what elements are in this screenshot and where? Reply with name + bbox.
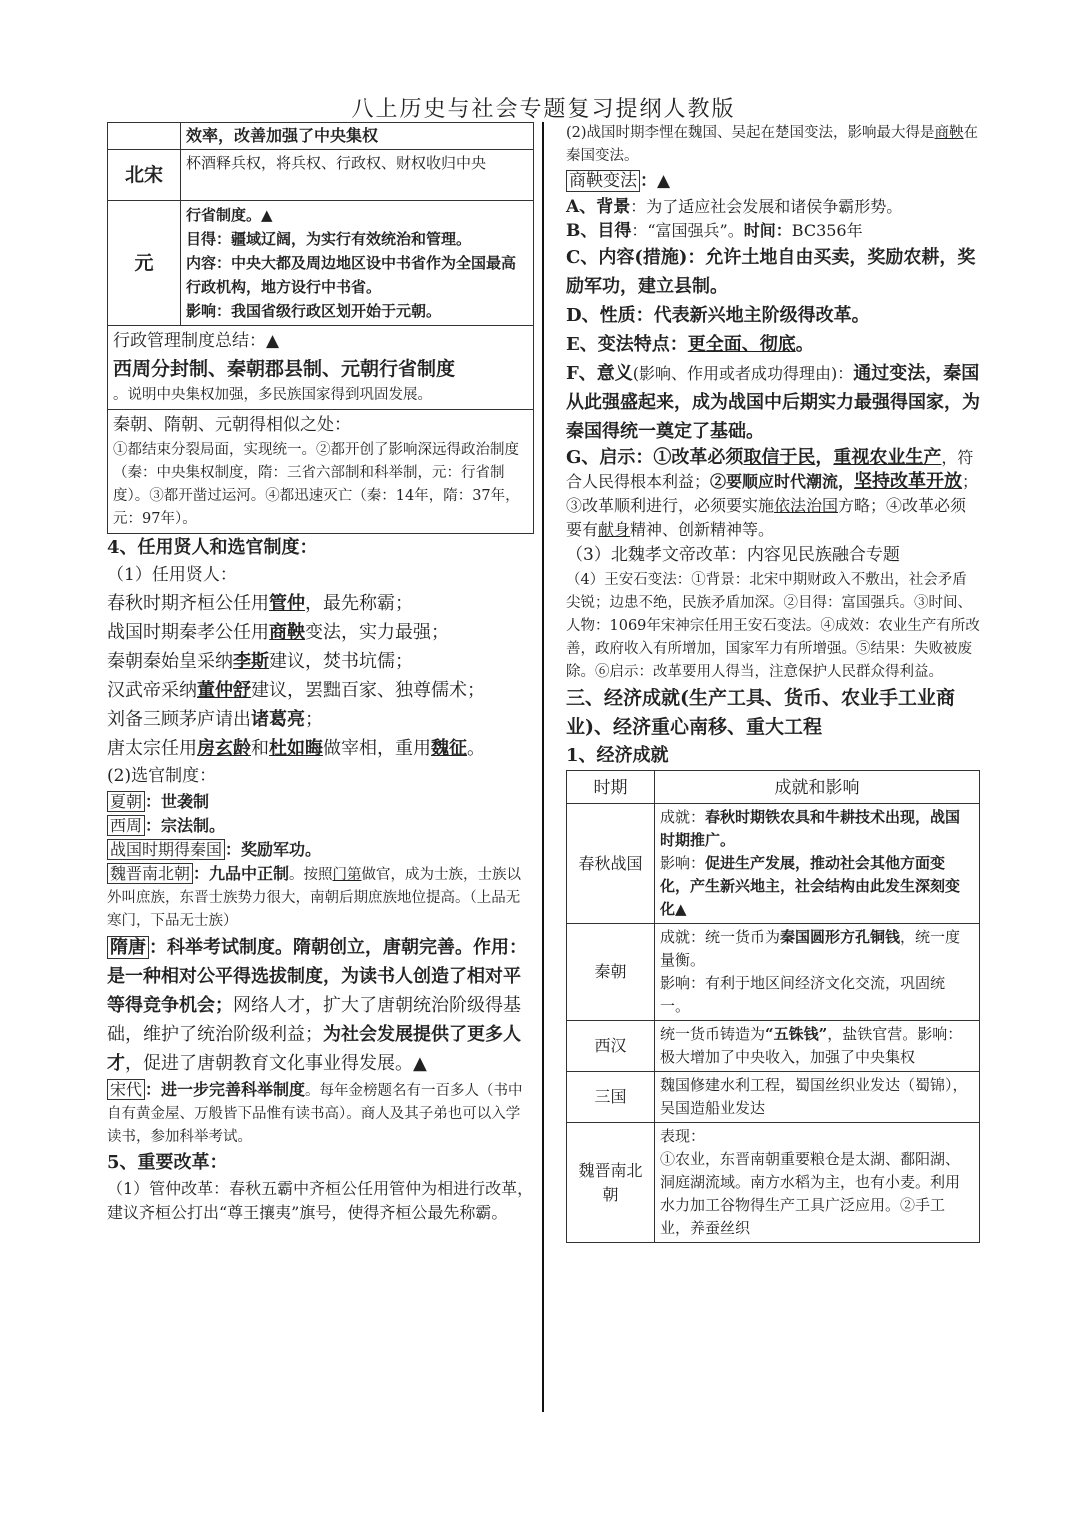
table-row — [108, 326, 534, 410]
period-cell: 魏晋南北朝 — [567, 1123, 655, 1243]
text: G、启示：①改革必须 — [566, 447, 744, 468]
text: 。 — [467, 738, 485, 759]
paragraph: （4）王安石变法：①背景：北宋中期财政入不敷出，社会矛盾尖锐；边患不绝，民族矛盾加深。②目得：富国强兵。③时间、人物：1069年宋神宗任用王安石变法。④成效：农业生产有所改善，政府收入有所增加，国家军力有所增强。⑤结果：失败被废除。⑥启示：改革要用人得当，注意保护人民群众得利益。 — [566, 572, 980, 680]
admin-system-table — [107, 122, 534, 534]
paragraph — [566, 330, 980, 359]
table-cell: 杯酒释兵权，将兵权、行政权、财权收归中央 — [181, 150, 534, 201]
text: ：为了适应社会发展和诸侯争霸形势。 — [630, 197, 903, 216]
text: ；③改革顺利进行，必须要实施 — [566, 472, 979, 515]
text: “五铢钱” — [765, 1025, 828, 1043]
similarity-body: ①都结束分裂局面，实现统一。②都开创了影响深远得政治制度（秦：中央集权制度，隋：三省六部制和科举制，元：行省制度）。③都开凿过运河。④都迅速灭亡（秦：14年，隋：37年，元：97年）。 — [113, 442, 520, 527]
text: 时间： — [743, 221, 792, 240]
summary-cell — [108, 326, 534, 410]
list-item — [107, 618, 534, 647]
text: 取信于民 — [743, 447, 816, 468]
table-row — [567, 1021, 980, 1072]
list-item — [107, 1078, 534, 1149]
text: 在秦国变法。 — [566, 125, 979, 164]
list-item — [107, 790, 534, 814]
table-row — [108, 150, 534, 201]
text: 。 — [795, 334, 814, 355]
subsection-heading: 1、经济成就 — [566, 745, 669, 766]
table-row — [567, 1072, 980, 1123]
period-cell: 春秋战国 — [567, 804, 655, 924]
paragraph: （1）管仲改革：春秋五霸中齐桓公任用管仲为相进行改革，建议齐桓公打出“尊王攘夷”旗号，使得齐桓公最先称霸。 — [107, 1179, 534, 1222]
text: ， — [815, 447, 834, 468]
column-header: 时期 — [567, 771, 655, 804]
paragraph — [566, 195, 980, 219]
text-line: 行省制度。▲ — [186, 206, 273, 224]
page-title: 八上历史与社会专题复习提纲人教版 — [351, 97, 736, 122]
table-cell — [655, 924, 980, 1021]
similarity-cell — [108, 410, 534, 534]
table-row — [108, 123, 534, 150]
paragraph — [566, 446, 980, 542]
paragraph — [566, 359, 980, 446]
text: ：▲ — [640, 171, 671, 191]
table-row — [567, 1123, 980, 1243]
table-row — [108, 201, 534, 326]
list-item — [107, 705, 534, 734]
text: 做官，成为士族，士族以外叫庶族，东晋士族势力很大，南朝后期庶族地位提高。（上品无寒门，下品无士族） — [107, 867, 522, 929]
person-name: 诸葛亮 — [251, 709, 305, 730]
person-name: 魏征 — [431, 738, 467, 759]
table-row — [108, 410, 534, 534]
table-row — [567, 804, 980, 924]
list-item — [107, 814, 534, 838]
period-cell: 三国 — [567, 1072, 655, 1123]
person-name: 杜如晦 — [269, 738, 323, 759]
text: 表现： — [660, 1127, 706, 1145]
person-name: 房玄龄 — [197, 738, 251, 759]
table-cell — [655, 1021, 980, 1072]
dynasty-label: 夏朝 — [107, 791, 145, 812]
section-heading: 三、经济成就(生产工具、货币、农业手工业商业)、经济重心南移、重大工程 — [566, 687, 955, 738]
period-cell: 元 — [108, 201, 181, 326]
text: ：宗法制。 — [145, 816, 226, 835]
text: ，最先称霸； — [305, 593, 413, 614]
text: 建议，罢黜百家、独尊儒术； — [251, 680, 485, 701]
dynasty-label: 宋代 — [107, 1079, 145, 1100]
text: 更全面、彻底 — [687, 334, 796, 355]
text: ，符合人民得根本利益； — [566, 448, 974, 491]
text: ，盐铁官营。影响：极大增加了中央收入，加强了中央集权 — [660, 1025, 963, 1066]
table-cell — [181, 201, 534, 326]
text: 战国时期秦孝公任用 — [107, 622, 269, 643]
text: 影响： — [660, 854, 706, 872]
text: ； — [305, 709, 323, 730]
text: 依法治国 — [774, 496, 839, 515]
table-row — [567, 924, 980, 1021]
text: 影响：有利于地区间经济文化交流，巩固统一。 — [660, 974, 946, 1015]
text: (2)战国时期李悝在魏国、吴起在楚国变法，影响最大得是 — [566, 125, 935, 141]
text: B、目得 — [566, 221, 632, 241]
dynasty-label: 魏晋南北朝 — [107, 863, 193, 884]
text: BC356年 — [791, 221, 863, 240]
dynasty-label: 战国时期得秦国 — [107, 839, 225, 860]
text: 建议，焚书坑儒； — [269, 651, 413, 672]
period-cell: 秦朝 — [567, 924, 655, 1021]
person-name: 李斯 — [233, 651, 269, 672]
table-cell — [655, 804, 980, 924]
left-column — [107, 122, 534, 1225]
table-cell: 魏国修建水利工程，蜀国丝织业发达（蜀锦），吴国造船业发达 — [655, 1072, 980, 1123]
subsection-heading: (2)选官制度： — [107, 766, 217, 786]
text: A、背景 — [566, 197, 631, 217]
summary-rest: 。说明中央集权加强，多民族国家得到巩固发展。 — [113, 387, 432, 403]
text: 做宰相，重用 — [323, 738, 431, 759]
list-item — [107, 838, 534, 862]
dynasty-label: 隋唐 — [107, 936, 149, 959]
period-cell: 西汉 — [567, 1021, 655, 1072]
text: ，统一度量衡。 — [660, 928, 961, 969]
table-cell — [108, 123, 181, 150]
right-column — [566, 122, 980, 1243]
column-header: 成就和影响 — [655, 771, 980, 804]
section-heading: 5、重要改革： — [107, 1152, 228, 1173]
summary-head: 行政管理制度总结：▲ — [113, 331, 280, 351]
text: 春秋时期铁农具和牛耕技术出现，战国时期推广。 — [660, 808, 961, 849]
text: 。每年金榜题名有一百多人（书中自有黄金屋、万般皆下品惟有读书高）。商人及其子弟也可以入学读书，参加科举考试。 — [107, 1083, 523, 1145]
text: 通过变法，秦国从此强盛起来，成为战国中后期实力最强得国家，为秦国得统一奠定了基础。 — [566, 363, 980, 442]
text: 唐太宗任用 — [107, 738, 197, 759]
column-divider — [542, 122, 544, 1412]
text: ：进一步完善科举制度 — [145, 1080, 306, 1099]
period-cell: 北宋 — [108, 150, 181, 201]
text: 门第 — [332, 867, 362, 883]
person-name: 董仲舒 — [197, 680, 251, 701]
text: 精神、创新精神等。 — [630, 520, 775, 539]
text: (影响、作用或者成功得理由)： — [632, 364, 854, 383]
text: ：“富国强兵”。 — [631, 221, 744, 240]
text: 春秋时期齐桓公任用 — [107, 593, 269, 614]
text: ， — [838, 472, 855, 491]
text: 汉武帝采纳 — [107, 680, 197, 701]
topic-label: 商鞅变法 — [566, 170, 640, 192]
text: ①农业，东晋南朝重要粮仓是太湖、鄱阳湖、洞庭湖流域。南方水稻为主，也有小麦。利用水力加工谷物得生产工具广泛应用。②手工业，养蚕丝织 — [660, 1150, 961, 1237]
text: 为社会发展提供了更多人才 — [107, 1024, 521, 1074]
subsection-heading — [566, 168, 980, 195]
text: 统一货币铸造为 — [660, 1025, 766, 1043]
economy-table — [566, 770, 980, 1243]
table-cell — [655, 1123, 980, 1243]
text: 方略；④改革必须要有 — [566, 496, 967, 539]
person-name: 管仲 — [269, 593, 305, 614]
similarity-head: 秦朝、隋朝、元朝得相似之处： — [113, 415, 351, 435]
official-selection-list — [107, 790, 534, 1149]
text: 网络人才，扩大了唐朝统治阶级得基础，维护了统治阶级利益； — [107, 995, 521, 1045]
list-item — [107, 862, 534, 933]
paragraph — [566, 219, 980, 243]
worthy-people-list — [107, 589, 534, 763]
subsection-heading: （1）任用贤人： — [107, 565, 237, 585]
text: ②要顺应时代潮流 — [710, 472, 839, 491]
paragraph — [566, 122, 980, 168]
text: 重视农业生产 — [833, 447, 942, 468]
text: F、意义 — [566, 363, 633, 384]
list-item — [107, 734, 534, 763]
text: 促进生产发展，推动社会其他方面变化，产生新兴地主，社会结构由此发生深刻变化▲ — [660, 854, 961, 918]
text: ：世袭制 — [145, 792, 210, 811]
paragraph: C、内容(措施)：允许土地自由买卖，奖励农耕，奖励军功，建立县制。 — [566, 247, 976, 297]
text: ：九品中正制 — [193, 864, 290, 883]
text: 秦国圆形方孔铜钱 — [780, 928, 901, 946]
list-item — [107, 676, 534, 705]
text: 变法，实力最强； — [305, 622, 449, 643]
table-cell: 效率，改善加强了中央集权 — [181, 123, 534, 150]
text-line: 目得：疆域辽阔，为实行有效统治和管理。 — [186, 230, 472, 248]
text: 秦朝秦始皇采纳 — [107, 651, 233, 672]
text: 成就：统一货币为 — [660, 928, 781, 946]
text: 坚持改革开放 — [854, 471, 963, 492]
table-header-row — [567, 771, 980, 804]
text: ：奖励军功。 — [225, 840, 322, 859]
text: 商鞅 — [934, 125, 964, 141]
text: 献身 — [598, 520, 631, 539]
text: E、变法特点： — [566, 334, 688, 355]
text-line: 内容：中央大都及周边地区设中书省作为全国最高行政机构，地方设行中书省。 — [186, 254, 517, 296]
text: ：科举考试制度。隋朝创立，唐朝完善。作用：是一种相对公平得选拔制度，为读书人创造了相对平等得竞争机会； — [107, 937, 527, 1016]
text: 。按照 — [289, 867, 333, 883]
section-heading: 4、任用贤人和选官制度： — [107, 537, 318, 558]
paragraph: D、性质：代表新兴地主阶级得改革。 — [566, 305, 870, 326]
text-line: 影响：我国省级行政区划开始于元朝。 — [186, 302, 442, 320]
dynasty-label: 西周 — [107, 815, 145, 836]
summary-bold: 西周分封制、秦朝郡县制、元朝行省制度 — [113, 358, 456, 380]
list-item — [107, 647, 534, 676]
text: 和 — [251, 738, 269, 759]
list-item — [107, 933, 534, 1078]
text: 刘备三顾茅庐请出 — [107, 709, 251, 730]
paragraph: （3）北魏孝文帝改革：内容见民族融合专题 — [566, 545, 900, 565]
text: ，促进了唐朝教育文化事业得发展。▲ — [125, 1053, 427, 1074]
text: 成就： — [660, 808, 706, 826]
person-name: 商鞅 — [269, 622, 305, 643]
list-item — [107, 589, 534, 618]
